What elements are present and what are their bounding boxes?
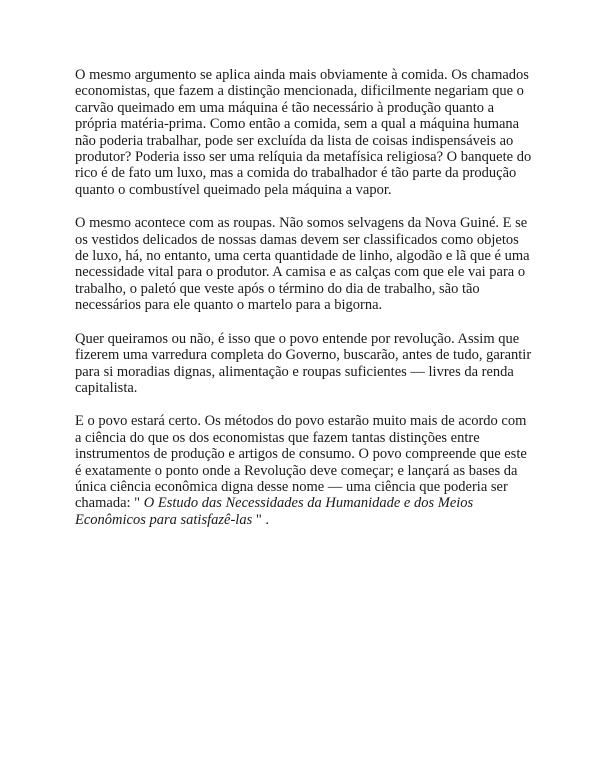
conclusion-closing: " .	[252, 511, 270, 528]
conclusion-italic-title: O Estudo das Necessidades da Humanidade e dos Meios Econômicos para satisfazê-las	[75, 495, 474, 528]
document-page	[75, 67, 535, 545]
paragraph-conclusion	[75, 413, 535, 528]
paragraph-revolution: Quer queiramos ou não, é isso que o povo entende por revolução. Assim que fizerem uma varredura completa do Governo, buscarão, antes de tudo, garantir para si moradias dignas, alimentação e roupas suficientes — livres da renda capitalista.	[75, 330, 532, 396]
paragraph-food: O mesmo argumento se aplica ainda mais obviamente à comida. Os chamados economistas, que fazem a distinção mencionada, dificilmente negariam que o carvão queimado em uma máquina é tão necessário à produção quanto a própria matéria-prima. Como então a comida, sem a qual a máquina humana não poderia trabalhar, pode ser excluída da lista de coisas indispensáveis ao produtor? Poderia isso ser uma relíquia da metafísica religiosa? O banquete do rico é de fato um luxo, mas a comida do trabalhador é tão parte da produção quanto o combustível queimado pela máquina a vapor.	[75, 67, 532, 198]
conclusion-text: E o povo estará certo. Os métodos do povo estarão muito mais de acordo com a ciência do que os dos economistas que fazem tantas distinções entre instrumentos de produção e artigos de consumo. O povo compreende que este é exatamente o ponto onde a Revolução deve começar; e lançará as bases da única ciência econômica digna desse nome — uma ciência que poderia ser chamada: "	[75, 413, 527, 512]
paragraph-clothing: O mesmo acontece com as roupas. Não somos selvagens da Nova Guiné. E se os vestidos delicados de nossas damas devem ser classificados como objetos de luxo, há, no entanto, uma certa quantidade de linho, algodão e lã que é uma necessidade vital para o produtor. A camisa e as calças com que ele vai para o trabalho, o paletó que veste após o término do dia de trabalho, são tão necessários para ele quanto o martelo para a bigorna.	[75, 215, 530, 314]
